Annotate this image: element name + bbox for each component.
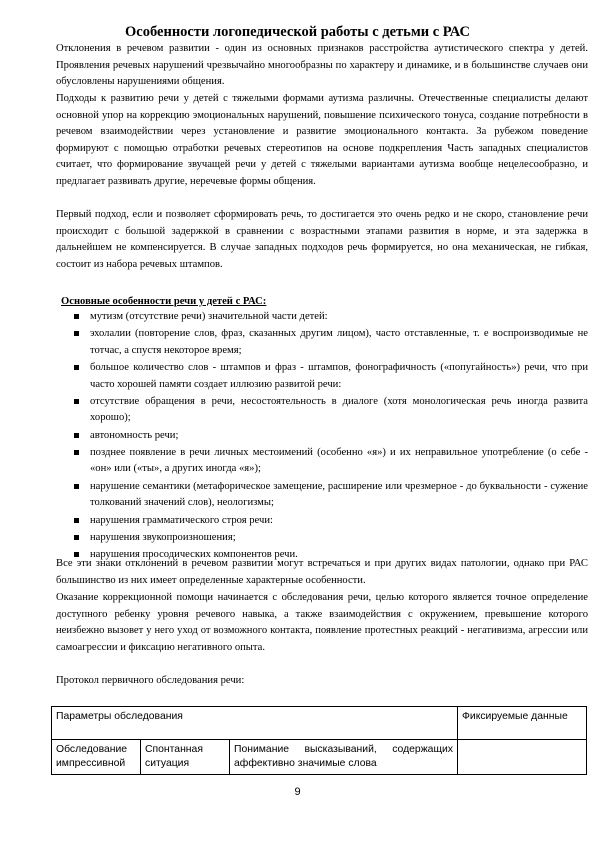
list-item: нарушения просодических компонентов речи. [74,547,588,564]
table-cell: Понимание высказываний, содержащих аффективно значимые слова [230,740,458,775]
list-item: эхолалии (повторение слов, фраз, сказанных другим лицом), часто отставленные, т. е воспроизводимые не тотчас, а спустя некоторое время; [74,326,588,359]
bullet-icon [74,314,79,319]
paragraph-first-approach: Первый подход, если и позволяет сформировать речь, то достигается это очень редко и не скоро, становление речи происходит с большой задержкой в сравнении с возрастными этапами развития в норме, и эта задержка в дальнейшем не компенсируется. В случае западных подходов речь формируется, но она механическая, не гибкая, состоит из набора речевых штампов. [56,209,588,270]
list-item: автономность речи; [74,428,588,445]
paragraph-pathology: Все эти знаки отклонений в речевом развитии могут встречаться и при других видах патологии, однако при РАС большинство из них имеет определенные характерные особенности. [56,558,588,586]
paragraph-approaches: Подходы к развитию речи у детей с тяжелыми формами аутизма различны. Отечественные специалисты делают основной упор на коррекцию эмоциональных нарушений, повышение психического тонуса, создание потребности в речевом взаимодействии через установление и развитие эмоционального контакта. За рубежом поведение формируют с помощью отработки речевых стереотипов на основе подкрепления Часть западных специалистов считает, что формирование звучащей речи у детей с тяжелыми вариантами аутизма вообще нецелесообразно, и предлагает развивать другие, неречевые формы общения. [56,93,588,187]
bullet-icon [74,433,79,438]
bullet-icon [74,450,79,455]
bullet-icon [74,399,79,404]
list-item: мутизм (отсутствие речи) значительной части детей: [74,309,588,326]
bullet-icon [74,365,79,370]
document-title: Особенности логопедической работы с детьми с РАС [125,24,470,40]
paragraph-correction: Оказание коррекционной помощи начинается с обследования речи, целью которого является точное определение доступного ребенку уровня речевого навыка, а также взаимодействия с окружением, превышение которого неизбежно вызовет у него уход от возможного контакта, появление протестных реакций - негативизма, агрессии или самоагрессии и фиксацию негативного опыта. [56,592,588,653]
table-row [52,740,587,775]
examination-protocol-table [51,706,587,775]
table-header-params: Параметры обследования [52,707,458,740]
paragraph-protocol-intro: Протокол первичного обследования речи: [56,675,245,686]
list-item: большое количество слов - штампов и фраз - штампов, фонографичность («попугайность») речи, что при часто хорошей памяти создает иллюзию развитой речи: [74,360,588,393]
speech-features-list [74,309,588,564]
list-item: нарушения звукопроизношения; [74,530,588,547]
table-cell: Обследование импрессивной [52,740,141,775]
section-subheading: Основные особенности речи у детей с РАС: [61,296,267,307]
list-item: позднее появление в речи личных местоимений (особенно «я») и их неправильное употребление (о себе - «он» или («ты», а других иногда «я»); [74,445,588,478]
table-header-recorded: Фиксируемые данные [458,707,587,740]
list-item: отсутствие обращения в речи, несостоятельность в диалоге (хотя монологическая речь иногда развита хорошо); [74,394,588,427]
paragraph-intro: Отклонения в речевом развитии - один из основных признаков расстройства аутистического спектра у детей. Проявления речевых нарушений чрезвычайно многообразны по характеру и динамике, и в большинстве случаев они обусловлены нарушениями общения. [56,43,588,87]
page-number: 9 [294,786,301,798]
table-header-row [52,707,587,740]
bullet-icon [74,484,79,489]
table-cell [458,740,587,775]
bullet-icon [74,331,79,336]
bullet-icon [74,518,79,523]
bullet-icon [74,535,79,540]
list-item: нарушение семантики (метафорическое замещение, расширение или чрезмерное - до буквальности - сужение толкований значений слов), неологизмы; [74,479,588,512]
list-item: нарушения грамматического строя речи: [74,513,588,530]
table-cell: Спонтанная ситуация [141,740,230,775]
